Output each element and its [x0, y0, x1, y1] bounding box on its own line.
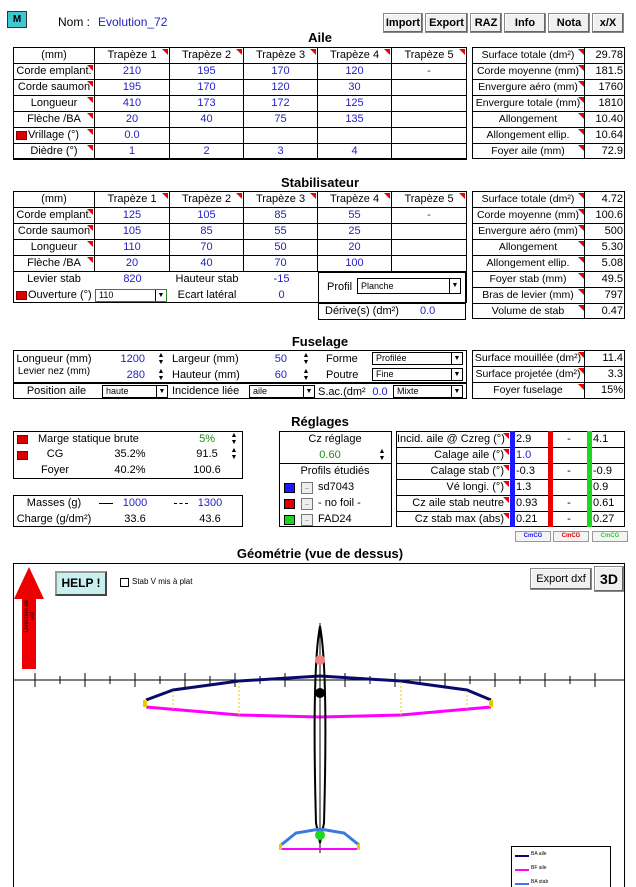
stat-value: 10.40 — [595, 113, 623, 125]
vrillage-color-icon — [16, 131, 27, 140]
stat-value: 1810 — [598, 97, 623, 109]
aile-cell[interactable]: - — [427, 65, 431, 77]
longueur-fus-label: Longueur (mm) — [16, 353, 92, 365]
foyer-mm: 100.6 — [193, 464, 221, 476]
stat-value: 100.6 — [595, 209, 623, 221]
profil2-select-button[interactable]: .. — [301, 498, 313, 510]
wing-tip-left — [143, 700, 147, 707]
aile-cell[interactable]: 20 — [125, 113, 139, 125]
marge-color-icon — [17, 435, 28, 444]
aile-cell: Vrillage (°) — [28, 129, 80, 141]
stab-cell: Corde emplant. — [16, 209, 92, 221]
stab-cell[interactable] — [392, 224, 466, 239]
stat-value: 1760 — [598, 81, 623, 93]
stat-label: Surface totale (dm²) — [481, 49, 575, 61]
masse2-dash-icon — [174, 503, 188, 504]
stat-label: Corde moyenne (mm) — [476, 65, 580, 77]
sac-value[interactable]: 0.0 — [372, 386, 388, 398]
stab-cell[interactable]: 50 — [274, 241, 287, 253]
aile-col-header: Trapèze 3 — [255, 49, 306, 61]
aile-title: Aile — [308, 30, 332, 45]
reglage-col3: 0.27 — [593, 513, 615, 525]
help-button[interactable]: HELP ! — [55, 571, 107, 596]
wing-tip-right — [489, 700, 493, 707]
longueur-fus-value[interactable]: 1200 — [120, 353, 145, 365]
cg-color-icon — [17, 451, 28, 460]
stat-value: 181.5 — [595, 65, 623, 77]
cmcg-blue-button[interactable]: CmCG — [515, 531, 551, 542]
derive-value[interactable]: 0.0 — [420, 305, 436, 317]
stab-col-header: Trapèze 4 — [329, 193, 380, 205]
ecart-lateral-label: Ecart latéral — [177, 289, 237, 301]
aile-cell[interactable]: 195 — [122, 81, 142, 93]
fuselage-title: Fuselage — [291, 334, 349, 349]
reglage-col2 — [554, 448, 584, 463]
stat-value: 500 — [604, 225, 623, 237]
stat-value: 49.5 — [601, 273, 623, 285]
foyer-label: Foyer — [40, 464, 70, 476]
reglage-col2 — [554, 480, 584, 495]
aile-cell[interactable]: 2 — [203, 145, 210, 157]
stat-value: 11.4 — [602, 352, 623, 364]
aile-cell[interactable]: 172 — [271, 97, 290, 109]
stat-label: Envergure aéro (mm) — [478, 81, 578, 93]
reglage-col1: 0.93 — [516, 497, 538, 509]
aile-cell[interactable]: 120 — [271, 81, 290, 93]
stat-label: Surface projetée (dm²) — [475, 368, 581, 380]
nota-button[interactable]: Nota — [548, 13, 590, 33]
levier-stab-value[interactable]: 820 — [123, 273, 142, 285]
hauteur-stab-value[interactable]: -15 — [273, 273, 290, 285]
reglage-col3: 4.1 — [593, 433, 609, 445]
aile-cell[interactable] — [392, 80, 466, 95]
profil2-color-icon — [284, 499, 295, 509]
geometrie-drawing — [13, 563, 625, 887]
stab-cell[interactable]: 25 — [348, 225, 361, 237]
stab-title: Stabilisateur — [280, 175, 360, 190]
profil1-name: sd7043 — [318, 481, 355, 493]
export-button[interactable]: Export — [425, 13, 468, 33]
stat-value: 4.72 — [601, 193, 623, 205]
aile-cell[interactable]: 170 — [271, 65, 290, 77]
stab-cell[interactable] — [392, 256, 466, 271]
hauteur-stab-label: Hauteur stab — [175, 273, 239, 285]
reglage-col3: -0.9 — [593, 465, 612, 477]
nom-value[interactable]: Evolution_72 — [98, 15, 168, 29]
ouverture-color-icon — [16, 291, 27, 300]
legend-bf-aile-swatch — [515, 869, 529, 871]
levier-nez-label: Levier nez (mm) — [17, 367, 91, 377]
aile-cell[interactable]: 170 — [197, 81, 216, 93]
derive-label: Dérive(s) (dm²) — [325, 305, 399, 317]
profils-label: Profils étudiés — [300, 465, 370, 477]
profil1-select-button[interactable]: .. — [301, 482, 313, 494]
stab-cell[interactable]: 85 — [274, 209, 287, 221]
profil3-color-icon — [284, 515, 295, 525]
charge2-value: 43.6 — [199, 513, 221, 525]
charge1-value: 33.6 — [124, 513, 146, 525]
cg-label: CG — [46, 448, 64, 460]
aile-cell[interactable] — [170, 128, 243, 143]
stat-value: 0.47 — [601, 305, 623, 317]
stab-cell[interactable]: - — [427, 209, 431, 221]
stab-tip-right — [357, 844, 360, 850]
stab-col-header: Trapèze 3 — [255, 193, 306, 205]
reglages-title: Réglages — [291, 414, 349, 429]
stab-col-header: Trapèze 5 — [404, 193, 454, 205]
reglage-col1: 2.9 — [516, 433, 532, 445]
hauteur-spinner[interactable]: ▲ ▼ — [302, 368, 310, 382]
aile-cell[interactable]: 30 — [348, 81, 361, 93]
cmcg-red-button[interactable]: CmCG — [553, 531, 589, 542]
aile-cell[interactable]: 75 — [274, 113, 287, 125]
stat-label: Envergure aéro (mm) — [478, 225, 578, 237]
reglage-label: Vé longi. (°) — [446, 481, 504, 493]
stat-value: 29.78 — [595, 49, 623, 61]
aile-cell[interactable] — [244, 128, 317, 143]
stab-cell[interactable]: 110 — [123, 241, 141, 253]
cg-pct: 35.2% — [114, 448, 146, 460]
reglage-col1: 1.3 — [516, 481, 532, 493]
aile-cell[interactable] — [392, 96, 466, 111]
marge-label: Marge statique brute — [38, 433, 139, 445]
info-button[interactable]: Info — [504, 13, 546, 33]
levier-stab-label: Levier stab — [27, 273, 81, 285]
aile-cell[interactable]: 3 — [277, 145, 284, 157]
stab-cell: Longueur — [30, 241, 78, 253]
aile-cell: Dièdre (°) — [30, 145, 78, 157]
position-aile-label: Position aile — [26, 385, 87, 397]
aile-cell: Corde emplant. — [16, 65, 92, 77]
import-button[interactable]: Import — [383, 13, 423, 33]
levier-nez-value[interactable]: 280 — [126, 369, 145, 381]
stat-label: Allongement ellip. — [486, 257, 570, 269]
aile-cell[interactable]: 410 — [122, 97, 142, 109]
nom-label: Nom : — [58, 15, 91, 29]
aile-cell: Corde saumon — [17, 81, 91, 93]
aile-cell[interactable] — [318, 128, 391, 143]
stab-cell[interactable]: 40 — [200, 257, 213, 269]
stab-cell[interactable] — [392, 240, 466, 255]
stab-cell: Corde saumon — [17, 225, 91, 237]
reglage-col2: - — [567, 497, 571, 509]
reglage-col2: - — [567, 513, 571, 525]
aile-cell[interactable]: 0.0 — [124, 129, 140, 141]
cg-marker — [315, 688, 325, 698]
aile-col-header: (mm) — [41, 49, 67, 61]
reglage-col1: -0.3 — [516, 465, 535, 477]
reglage-label: Incid. aile @ Czreg (°) — [397, 433, 505, 445]
chevron-down-icon: ▼ — [156, 386, 167, 397]
stat-label: Envergure totale (mm) — [475, 97, 581, 109]
stab-v-checkbox[interactable] — [120, 578, 129, 587]
chevron-down-icon: ▼ — [451, 369, 462, 380]
red-column-bar — [548, 431, 553, 527]
legend-bf-aile-label: BF aile — [531, 865, 547, 871]
position-aile-dropdown[interactable]: haute ▼ — [102, 385, 168, 398]
geometrie-title: Géométrie (vue de dessus) — [236, 546, 404, 561]
stab-col-header: (mm) — [41, 193, 67, 205]
stab-v-label: Stab V mis à plat — [132, 577, 193, 586]
profil-dropdown[interactable]: Planche ▼ — [357, 278, 461, 294]
ouverture-label: Ouverture (°) — [28, 289, 92, 301]
stat-value: 797 — [604, 289, 623, 301]
stab-cell[interactable]: 20 — [348, 241, 361, 253]
largeur-label: Largeur (mm) — [172, 353, 239, 365]
raz-button[interactable]: RAZ — [470, 13, 502, 33]
aile-cell[interactable]: 135 — [345, 113, 364, 125]
direction-label: Direction de vol — [24, 600, 36, 633]
legend-ba-aile-label: BA aile — [531, 851, 547, 857]
incidence-label: Incidence liée — [172, 385, 240, 397]
aile-col-header: Trapèze 1 — [107, 49, 157, 61]
sac-label: S.ac.(dm² — [318, 386, 366, 398]
profil-label: Profil — [327, 281, 353, 293]
stat-value: 15% — [600, 384, 623, 396]
ecart-lateral-value[interactable]: 0 — [278, 289, 285, 301]
largeur-spinner[interactable]: ▲ ▼ — [302, 352, 310, 366]
reglage-label: Calage aile (°) — [434, 449, 504, 461]
stat-label: Allongement ellip. — [486, 129, 570, 141]
stab-cell[interactable]: 125 — [122, 209, 142, 221]
chevron-down-icon: ▼ — [449, 279, 460, 293]
chevron-down-icon: ▼ — [155, 290, 166, 301]
stab-cell[interactable]: 70 — [200, 241, 213, 253]
cg-mm: 91.5 — [196, 448, 218, 460]
wing-trailing-edge — [146, 707, 491, 717]
reglage-col2: - — [567, 433, 571, 445]
aile-cell[interactable] — [392, 144, 466, 159]
largeur-value[interactable]: 50 — [274, 353, 287, 365]
profil3-name: FAD24 — [318, 513, 352, 525]
stab-col-header: Trapèze 1 — [107, 193, 157, 205]
reglage-label: Calage stab (°) — [430, 465, 504, 477]
forme-label: Forme — [326, 353, 358, 365]
stat-label: Allongement — [498, 113, 558, 125]
stat-label: Foyer stab (mm) — [489, 273, 567, 285]
reglage-col1: 1.0 — [516, 449, 532, 461]
reglage-col1: 0.21 — [516, 513, 538, 525]
stat-label: Surface mouillée (dm²) — [474, 352, 582, 364]
hauteur-fus-label: Hauteur (mm) — [172, 369, 240, 381]
profil3-select-button[interactable]: .. — [301, 514, 313, 526]
green-column-bar — [587, 431, 592, 527]
mode-button[interactable]: M — [7, 11, 27, 28]
stab-cell[interactable]: 105 — [122, 225, 142, 237]
charge-label: Charge (g/dm²) — [16, 513, 92, 525]
hauteur-fus-value[interactable]: 60 — [274, 369, 287, 381]
stat-value: 5.08 — [601, 257, 623, 269]
stat-label: Foyer fuselage — [493, 384, 563, 396]
stat-value: 72.9 — [601, 145, 623, 157]
stat-label: Corde moyenne (mm) — [476, 209, 580, 221]
foyer-pct: 40.2% — [114, 464, 146, 476]
stat-label: Allongement — [498, 241, 558, 253]
profil2-name: - no foil - — [318, 497, 361, 509]
aile-cell[interactable]: 120 — [345, 65, 364, 77]
stat-label: Bras de levier (mm) — [482, 289, 574, 301]
longueur-spinner[interactable]: ▲ ▼ — [157, 352, 165, 366]
stab-cell[interactable]: 20 — [125, 257, 139, 269]
incidence-dropdown[interactable]: aile ▼ — [249, 385, 315, 398]
stat-label: Foyer aile (mm) — [491, 145, 565, 157]
ouverture-dropdown[interactable]: 110 ▼ — [95, 289, 167, 302]
aile-cell[interactable]: 210 — [122, 65, 142, 77]
poutre-label: Poutre — [326, 369, 359, 381]
profil1-color-icon — [284, 483, 295, 493]
chevron-down-icon: ▼ — [451, 386, 462, 397]
cmcg-green-button[interactable]: CmCG — [592, 531, 628, 542]
reglage-col2: - — [567, 465, 571, 477]
legend-box — [511, 846, 611, 887]
masses-label: Masses (g) — [26, 497, 82, 509]
aile-col-header: Trapèze 5 — [404, 49, 454, 61]
aile-col-header: Trapèze 2 — [181, 49, 232, 61]
poutre-dropdown[interactable]: Fine ▼ — [372, 368, 463, 381]
forme-dropdown[interactable]: Profilée ▼ — [372, 352, 463, 365]
reglage-col3 — [593, 448, 623, 463]
3d-button[interactable]: 3D — [594, 566, 624, 592]
stab-cell[interactable]: 55 — [348, 209, 361, 221]
mixte-dropdown[interactable]: Mixte ▼ — [393, 385, 463, 398]
reglage-col3: 0.9 — [593, 481, 609, 493]
aile-cell: Flèche /BA — [27, 113, 81, 125]
stab-cell[interactable]: 55 — [274, 225, 287, 237]
xX-button[interactable]: x/X — [592, 13, 624, 33]
aile-cell[interactable]: 195 — [197, 65, 216, 77]
aile-cell[interactable]: 1 — [128, 145, 136, 157]
cz-spinner[interactable]: ▲ ▼ — [378, 448, 386, 462]
stat-label: Volume de stab — [491, 305, 565, 317]
stat-value: 3.3 — [607, 368, 623, 380]
cz-reglage-value[interactable]: 0.60 — [319, 449, 341, 461]
legend-ba-stab-label: BA stab — [531, 879, 549, 885]
cz-reglage-label: Cz réglage — [308, 433, 362, 445]
reglage-label: Cz stab max (abs) — [414, 513, 504, 525]
stat-value: 5.30 — [601, 241, 623, 253]
stab-foyer-marker — [315, 830, 325, 840]
stab-col-header: Trapèze 2 — [181, 193, 232, 205]
stab-cell[interactable]: 70 — [274, 257, 287, 269]
marge-spinner[interactable]: ▲ ▼ — [230, 432, 238, 446]
stab-cell: Flèche /BA — [27, 257, 81, 269]
aile-cell[interactable]: 125 — [345, 97, 364, 109]
aile-cell: Longueur — [30, 97, 78, 109]
chevron-down-icon: ▼ — [303, 386, 314, 397]
marge-value: 5% — [199, 433, 215, 445]
stat-label: Surface totale (dm²) — [481, 193, 575, 205]
cg-spinner[interactable]: ▲ ▼ — [230, 447, 238, 461]
aile-cell[interactable]: 173 — [197, 97, 216, 109]
stab-cell[interactable]: 85 — [200, 225, 213, 237]
reglage-label: Cz aile stab neutre — [412, 497, 504, 509]
aile-cell[interactable] — [392, 112, 466, 127]
reglage-col3: 0.61 — [593, 497, 615, 509]
aile-col-header: Trapèze 4 — [329, 49, 380, 61]
export-dxf-button[interactable]: Export dxf — [530, 568, 592, 590]
masse1-line-icon — [99, 503, 113, 504]
blue-column-bar — [510, 431, 515, 527]
legend-ba-stab-swatch — [515, 883, 529, 885]
nose-marker — [315, 655, 325, 665]
stab-tip-left — [279, 844, 282, 850]
masse2-value[interactable]: 1300 — [197, 497, 223, 509]
aile-cell[interactable]: 40 — [200, 113, 213, 125]
aile-cell[interactable]: 4 — [351, 145, 358, 157]
aile-cell[interactable] — [392, 128, 466, 143]
stab-cell[interactable]: 105 — [197, 209, 216, 221]
stat-value: 10.64 — [595, 129, 623, 141]
chevron-down-icon: ▼ — [451, 353, 462, 364]
levier-nez-spinner[interactable]: ▲ ▼ — [157, 368, 165, 382]
legend-ba-aile-swatch — [515, 855, 529, 857]
stab-cell[interactable]: 100 — [345, 257, 364, 269]
masse1-value[interactable]: 1000 — [122, 497, 148, 509]
